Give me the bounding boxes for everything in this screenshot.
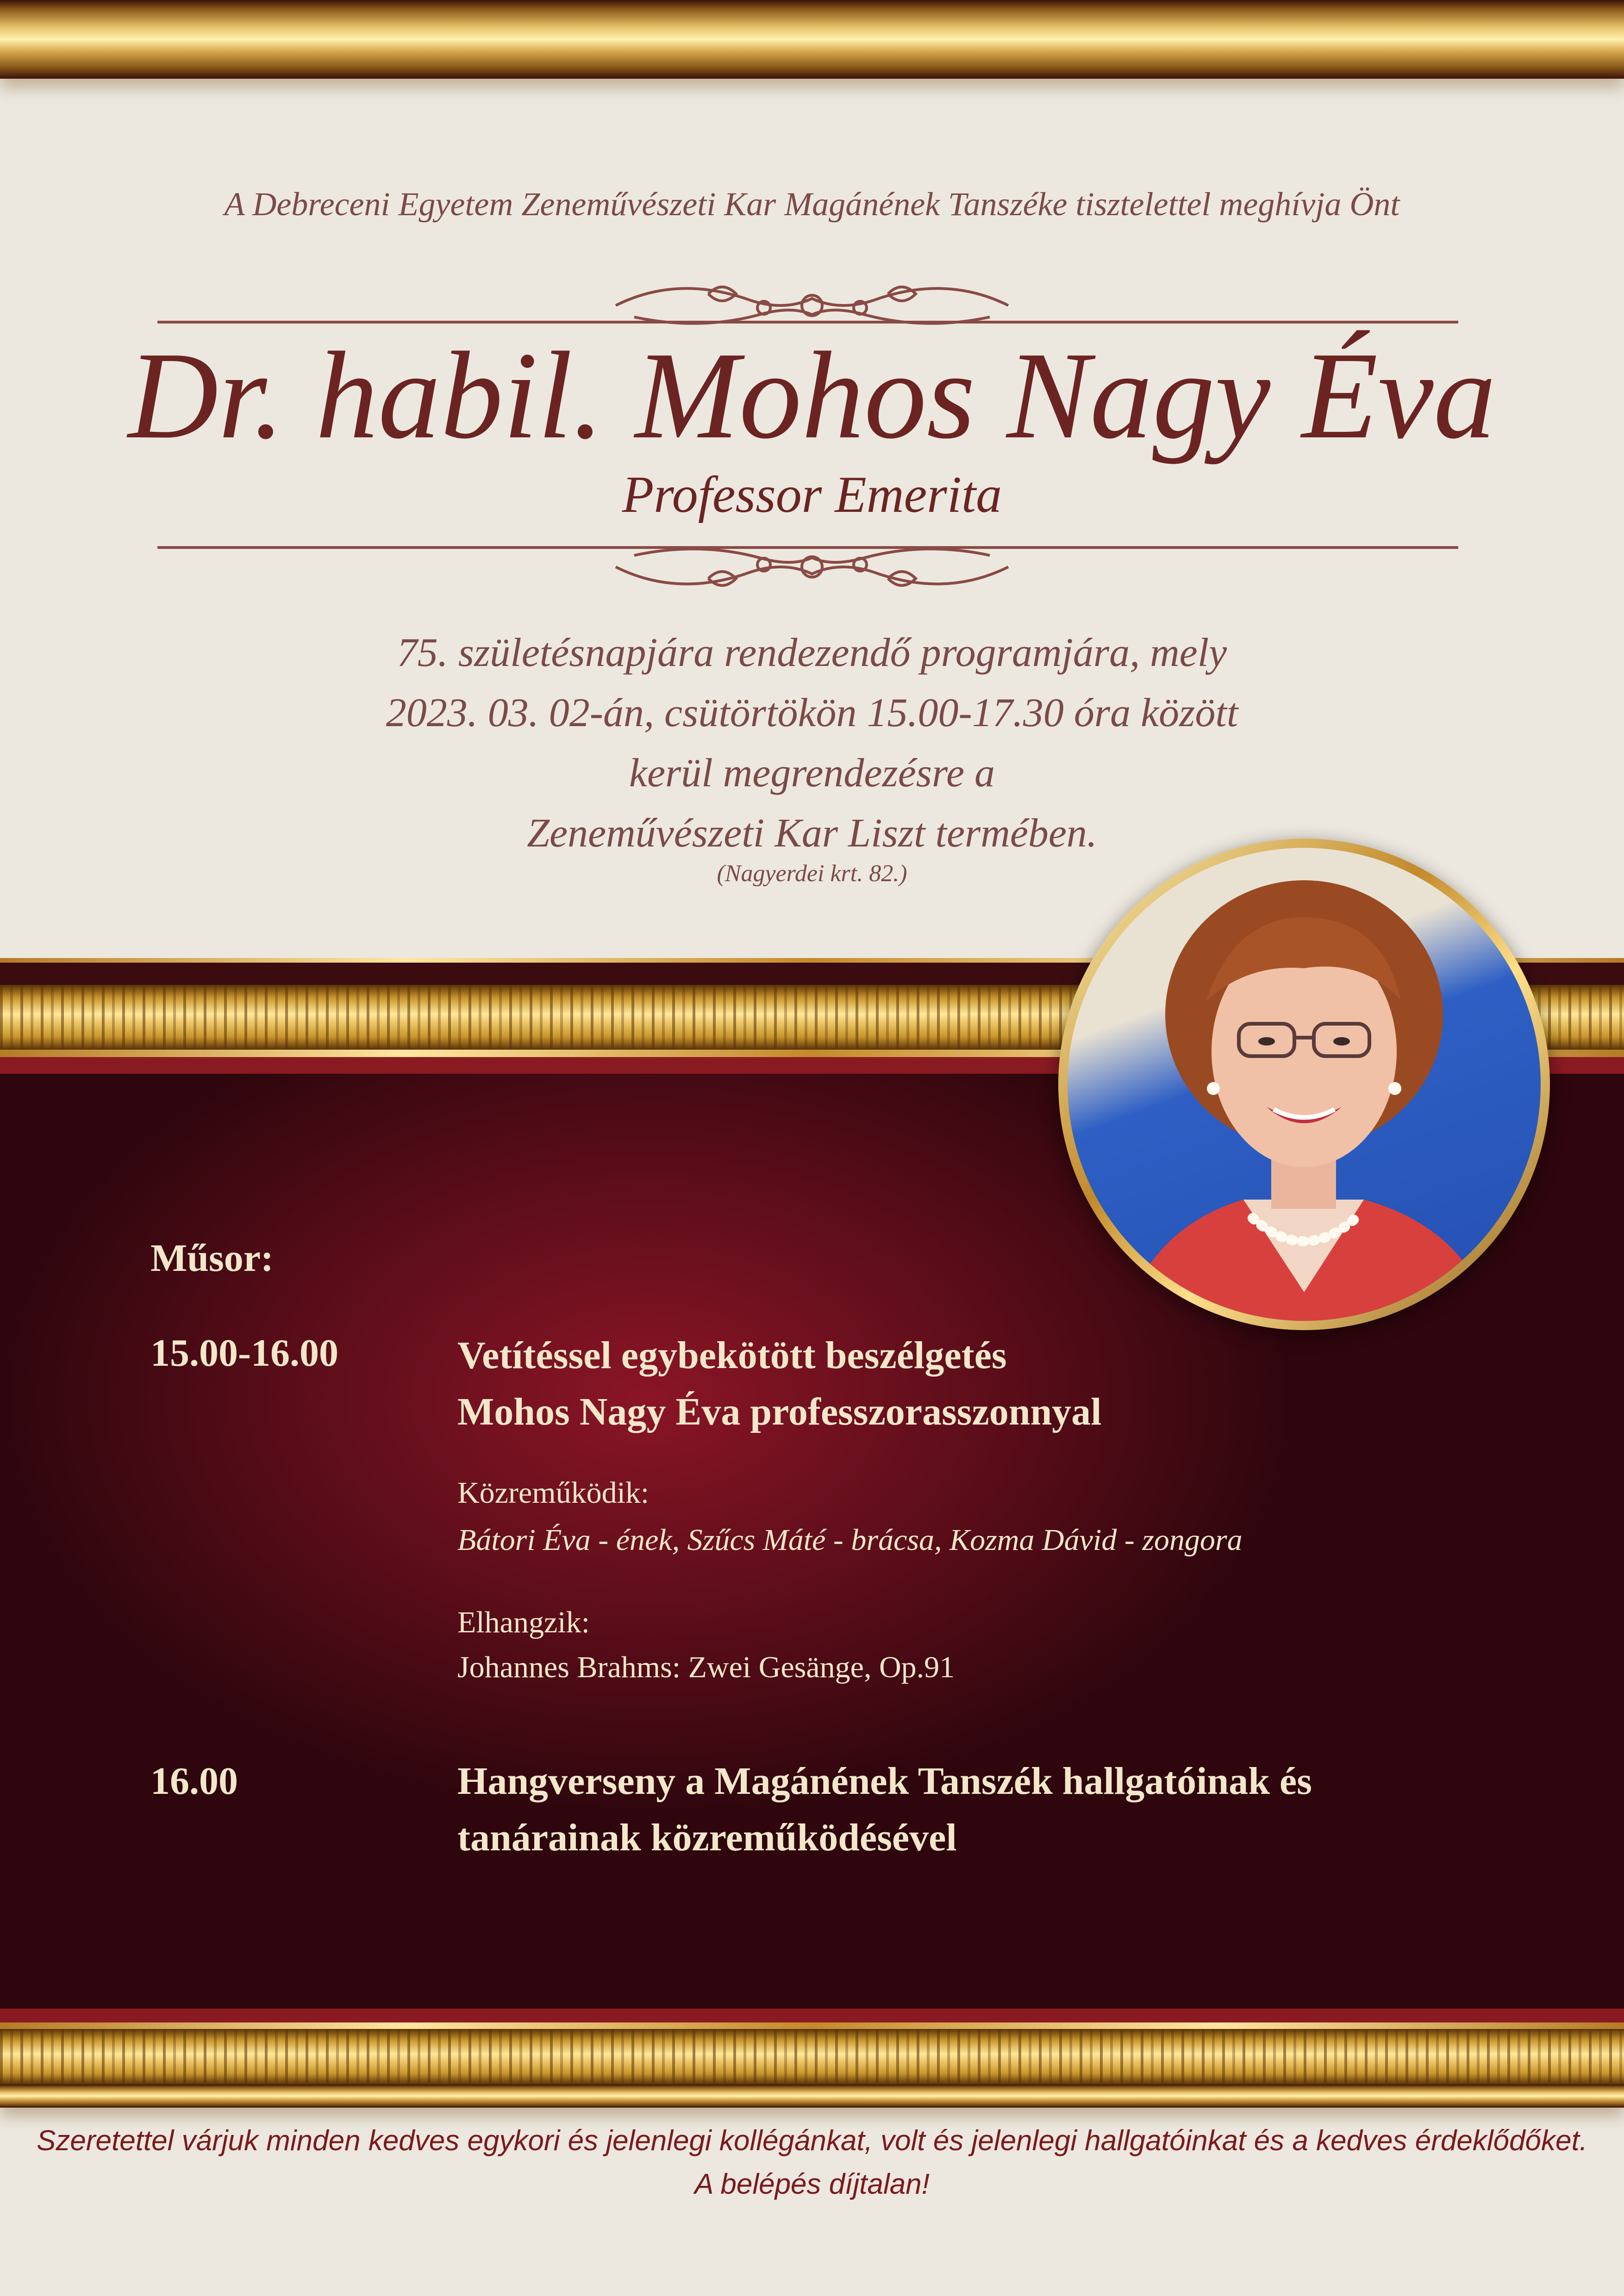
- program-time-2: 16.00: [150, 1760, 238, 1803]
- honoree-title: Professor Emerita: [622, 466, 1002, 523]
- footer-welcome-line: Szeretettel várjuk minden kedves egykori és jelenlegi kollégánkat, volt és jelenlegi hallgatóinkat és a kedves érdeklődőket.: [37, 2125, 1587, 2157]
- honoree-name: Dr. habil. Mohos Nagy Éva: [128, 326, 1496, 465]
- program-title-1-line-1: Vetítéssel egybekötött beszélgetés: [457, 1334, 1007, 1377]
- lower-thin-gold-line: [0, 2022, 1624, 2029]
- lower-ornate-gold-band: [0, 2029, 1624, 2084]
- bottom-flourish-ornament: [606, 532, 1018, 602]
- program-title-2-line-2: tanárainak közreműködésével: [457, 1816, 957, 1859]
- event-line-1: 75. születésnapjára rendezendő programjára, mely: [397, 630, 1227, 675]
- event-line-4: Zeneművészeti Kar Liszt termében.: [527, 811, 1097, 856]
- performers-list: Bátori Éva - ének, Szűcs Máté - brácsa, Kozma Dávid - zongora: [457, 1523, 1243, 1557]
- event-line-2: 2023. 03. 02-án, csütörtökön 15.00-17.30 óra között: [386, 691, 1238, 735]
- footer-free-entry-line: A belépés díjtalan!: [694, 2168, 930, 2200]
- event-line-3: kerül megrendezésre a: [629, 751, 995, 796]
- lower-gold-band: [0, 2084, 1624, 2108]
- top-gold-band: [0, 0, 1624, 79]
- program-time-1: 15.00-16.00: [150, 1332, 338, 1375]
- program-heading: Műsor:: [150, 1237, 274, 1280]
- portrait-illustration: [1068, 848, 1541, 1321]
- invitation-line: A Debreceni Egyetem Zeneművészeti Kar Magánének Tanszéke tisztelettel meghívja Önt: [224, 186, 1400, 223]
- lower-red-stripe: [0, 2009, 1624, 2022]
- event-address: (Nagyerdei krt. 82.): [717, 860, 907, 887]
- performers-label: Közreműködik:: [457, 1476, 650, 1510]
- works-label: Elhangzik:: [457, 1605, 590, 1639]
- portrait-photo: [1068, 848, 1541, 1321]
- program-title-1-line-2: Mohos Nagy Éva professzorasszonnyal: [457, 1390, 1102, 1433]
- works-list: Johannes Brahms: Zwei Gesänge, Op.91: [457, 1650, 955, 1684]
- program-title-2-line-1: Hangverseny a Magánének Tanszék hallgatóinak és: [457, 1760, 1312, 1803]
